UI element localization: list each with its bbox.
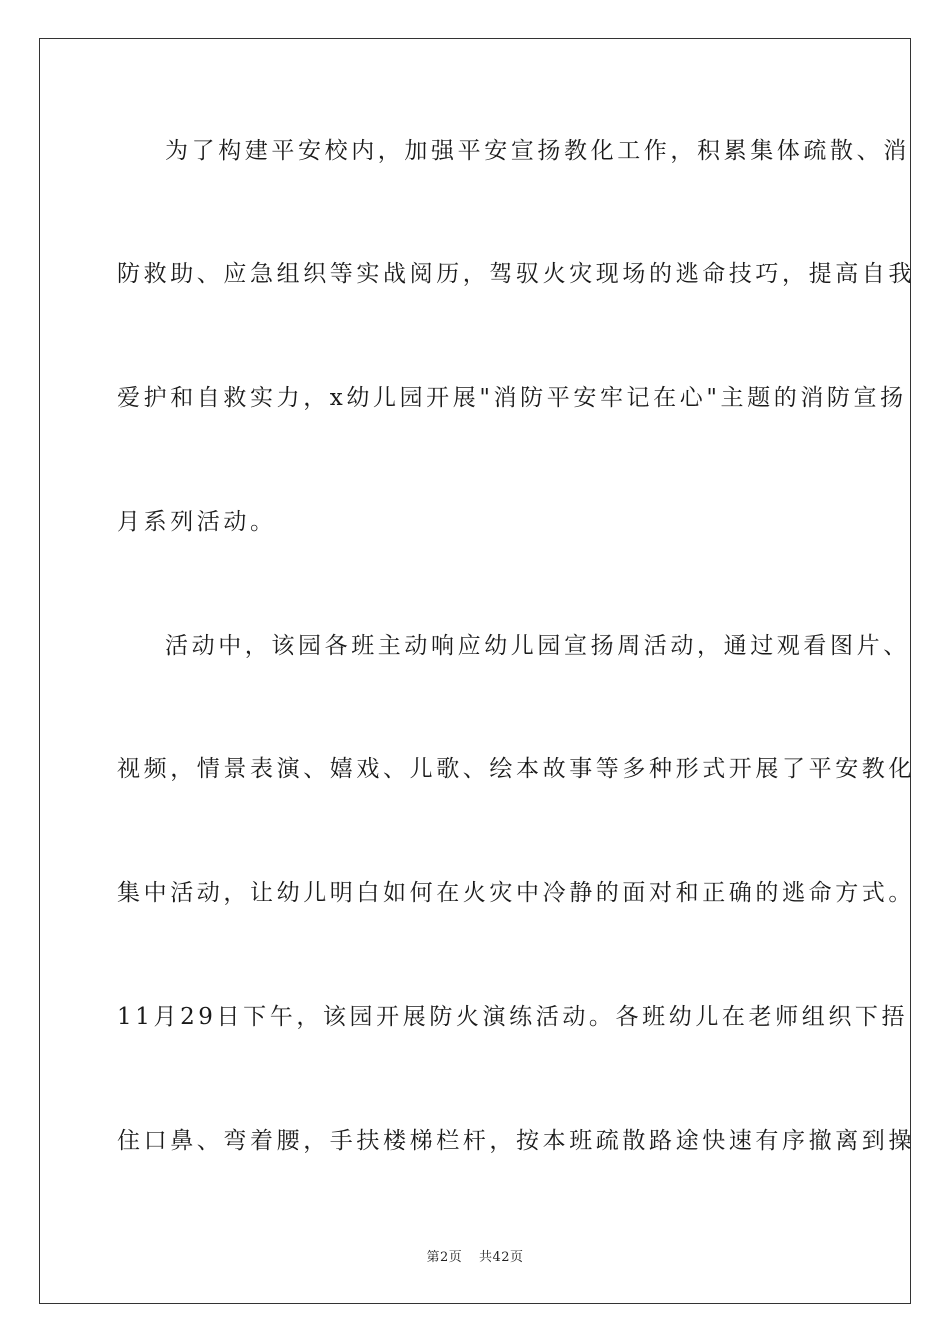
page-number: 第2页 (426, 1250, 463, 1265)
page-footer (0, 1246, 950, 1265)
paragraph-2-line-1: 活动中，该园各班主动响应幼儿园宣扬周活动，通过观看图片、 (165, 633, 910, 659)
paragraph-1-line-2: 防救助、应急组织等实战阅历，驾驭火灾现场的逃命技巧，提高自我 (117, 261, 915, 287)
paragraph-1-line-1: 为了构建平安校内，加强平安宣扬教化工作，积累集体疏散、消 (165, 138, 910, 164)
paragraph-1-line-4: 月系列活动。 (117, 509, 277, 535)
paragraph-2-line-2: 视频，情景表演、嬉戏、儿歌、绘本故事等多种形式开展了平安教化 (117, 756, 915, 782)
paragraph-1-line-3: 爱护和自救实力，x幼儿园开展"消防平安牢记在心"主题的消防宣扬 (117, 385, 907, 411)
paragraph-2-line-3: 集中活动，让幼儿明白如何在火灾中冷静的面对和正确的逃命方式。 (117, 880, 915, 906)
paragraph-2-line-4: 11月29日下午，该园开展防火演练活动。各班幼儿在老师组织下捂 (117, 1004, 909, 1030)
paragraph-2-line-5: 住口鼻、弯着腰，手扶楼梯栏杆，按本班疏散路途快速有序撤离到操 (117, 1128, 915, 1154)
page-border (39, 38, 911, 1304)
page-total: 共42页 (478, 1250, 524, 1265)
